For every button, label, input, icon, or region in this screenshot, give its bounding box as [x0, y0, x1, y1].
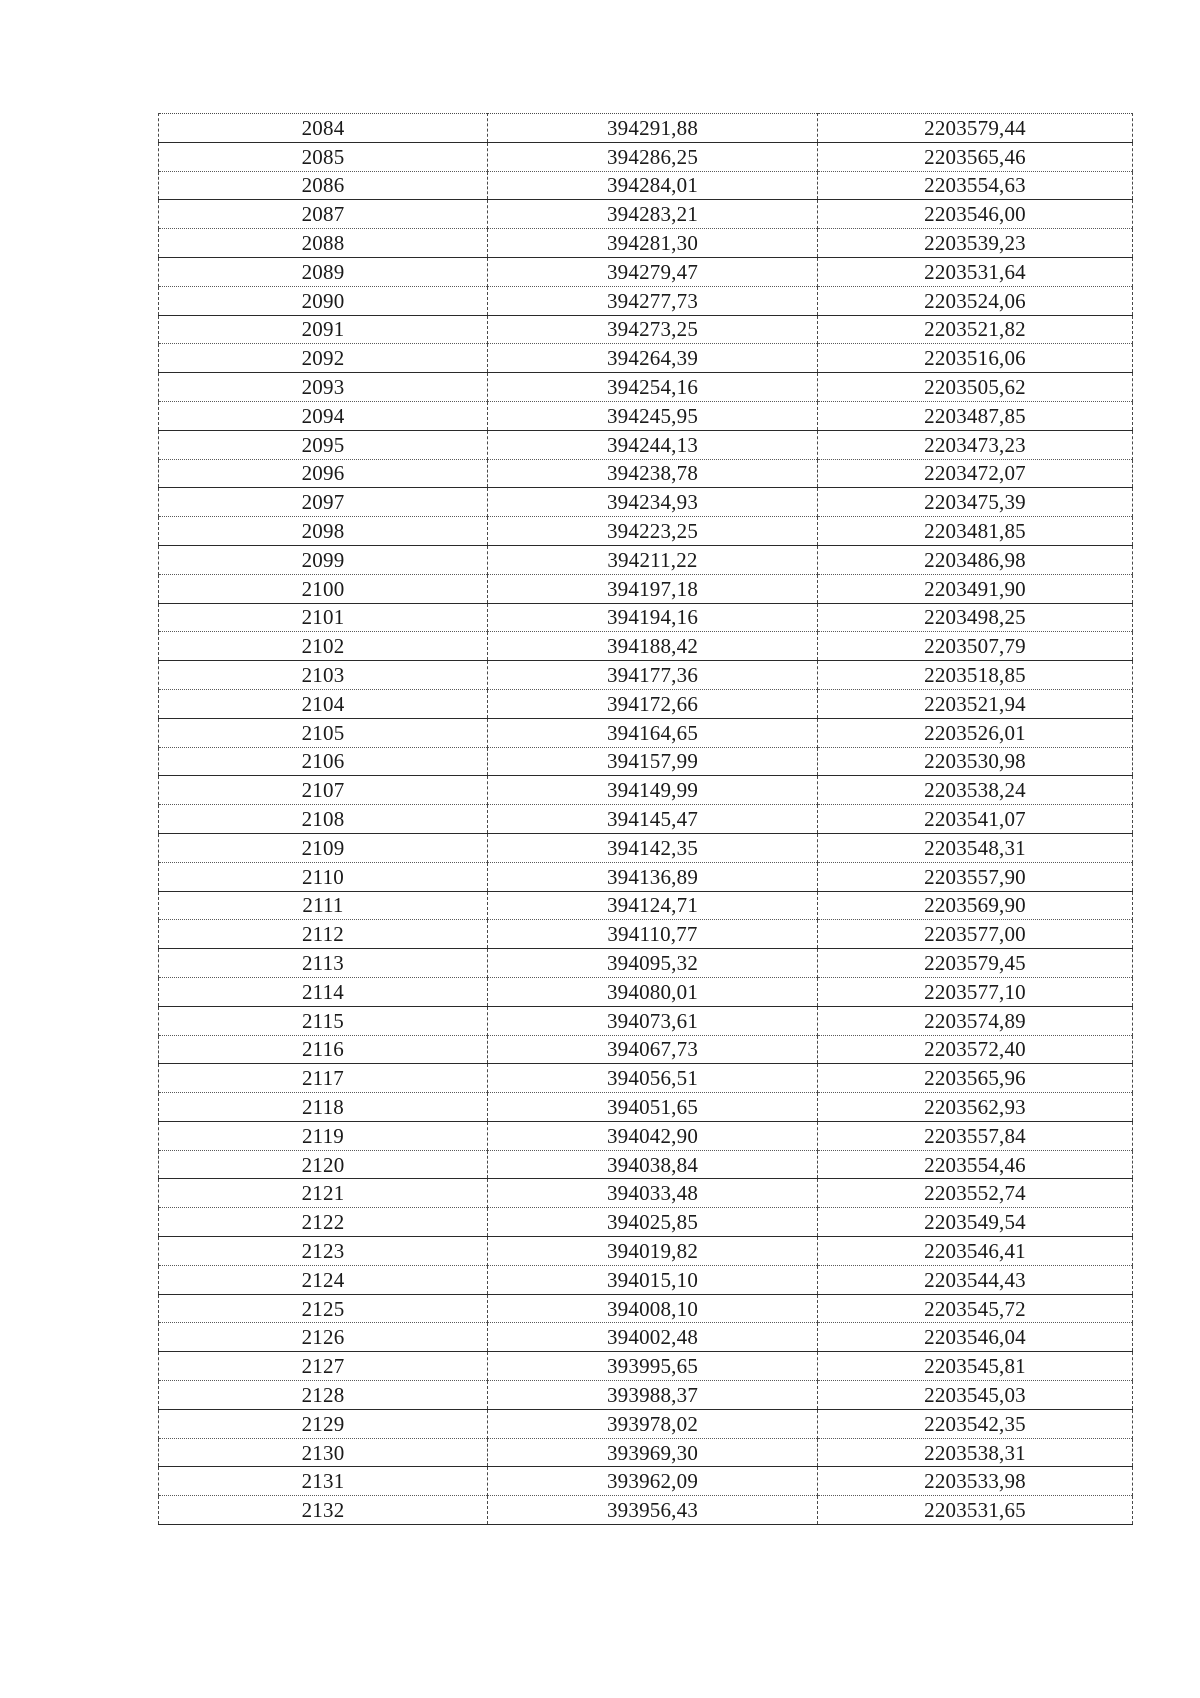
x-coordinate-cell: 394019,82: [488, 1237, 818, 1266]
table-row: [159, 1265, 1133, 1294]
y-coordinate-cell: 2203557,84: [818, 1121, 1133, 1150]
point-number-cell: 2100: [159, 574, 488, 603]
y-coordinate-cell: 2203538,24: [818, 776, 1133, 805]
point-number-cell: 2126: [159, 1323, 488, 1352]
point-number-cell: 2131: [159, 1467, 488, 1496]
point-number-cell: 2132: [159, 1496, 488, 1525]
table-row: [159, 344, 1133, 373]
x-coordinate-cell: 394194,16: [488, 603, 818, 632]
point-number-cell: 2094: [159, 401, 488, 430]
table-row: [159, 401, 1133, 430]
table-row: [159, 286, 1133, 315]
table-row: [159, 805, 1133, 834]
y-coordinate-cell: 2203487,85: [818, 401, 1133, 430]
point-number-cell: 2127: [159, 1352, 488, 1381]
y-coordinate-cell: 2203486,98: [818, 545, 1133, 574]
y-coordinate-cell: 2203531,64: [818, 257, 1133, 286]
y-coordinate-cell: 2203533,98: [818, 1467, 1133, 1496]
table-row: [159, 545, 1133, 574]
point-number-cell: 2104: [159, 689, 488, 718]
table-row: [159, 1381, 1133, 1410]
point-number-cell: 2128: [159, 1381, 488, 1410]
point-number-cell: 2125: [159, 1294, 488, 1323]
y-coordinate-cell: 2203539,23: [818, 229, 1133, 258]
y-coordinate-cell: 2203574,89: [818, 1006, 1133, 1035]
point-number-cell: 2086: [159, 171, 488, 200]
point-number-cell: 2120: [159, 1150, 488, 1179]
table-row: [159, 862, 1133, 891]
x-coordinate-cell: 394056,51: [488, 1064, 818, 1093]
table-row: [159, 891, 1133, 920]
y-coordinate-cell: 2203577,00: [818, 920, 1133, 949]
table-row: [159, 1150, 1133, 1179]
point-number-cell: 2115: [159, 1006, 488, 1035]
y-coordinate-cell: 2203548,31: [818, 833, 1133, 862]
y-coordinate-cell: 2203481,85: [818, 517, 1133, 546]
table-row: [159, 977, 1133, 1006]
x-coordinate-cell: 394110,77: [488, 920, 818, 949]
x-coordinate-cell: 394277,73: [488, 286, 818, 315]
table-row: [159, 603, 1133, 632]
point-number-cell: 2108: [159, 805, 488, 834]
table-row: [159, 459, 1133, 488]
point-number-cell: 2111: [159, 891, 488, 920]
point-number-cell: 2119: [159, 1121, 488, 1150]
table-row: [159, 373, 1133, 402]
y-coordinate-cell: 2203475,39: [818, 488, 1133, 517]
y-coordinate-cell: 2203491,90: [818, 574, 1133, 603]
table-row: [159, 1006, 1133, 1035]
point-number-cell: 2085: [159, 142, 488, 171]
y-coordinate-cell: 2203549,54: [818, 1208, 1133, 1237]
point-number-cell: 2102: [159, 632, 488, 661]
table-row: [159, 430, 1133, 459]
table-row: [159, 920, 1133, 949]
y-coordinate-cell: 2203557,90: [818, 862, 1133, 891]
point-number-cell: 2084: [159, 114, 488, 143]
point-number-cell: 2114: [159, 977, 488, 1006]
table-row: [159, 200, 1133, 229]
x-coordinate-cell: 394136,89: [488, 862, 818, 891]
table-row: [159, 1496, 1133, 1525]
y-coordinate-cell: 2203507,79: [818, 632, 1133, 661]
table-row: [159, 718, 1133, 747]
x-coordinate-cell: 393956,43: [488, 1496, 818, 1525]
y-coordinate-cell: 2203542,35: [818, 1409, 1133, 1438]
y-coordinate-cell: 2203546,04: [818, 1323, 1133, 1352]
table-row: [159, 1438, 1133, 1467]
point-number-cell: 2096: [159, 459, 488, 488]
point-number-cell: 2121: [159, 1179, 488, 1208]
x-coordinate-cell: 394002,48: [488, 1323, 818, 1352]
table-row: [159, 574, 1133, 603]
table-row: [159, 689, 1133, 718]
y-coordinate-cell: 2203545,81: [818, 1352, 1133, 1381]
x-coordinate-cell: 394211,22: [488, 545, 818, 574]
x-coordinate-cell: 394188,42: [488, 632, 818, 661]
table-row: [159, 1035, 1133, 1064]
x-coordinate-cell: 394284,01: [488, 171, 818, 200]
x-coordinate-cell: 394033,48: [488, 1179, 818, 1208]
y-coordinate-cell: 2203552,74: [818, 1179, 1133, 1208]
table-row: [159, 488, 1133, 517]
point-number-cell: 2090: [159, 286, 488, 315]
point-number-cell: 2106: [159, 747, 488, 776]
point-number-cell: 2087: [159, 200, 488, 229]
y-coordinate-cell: 2203572,40: [818, 1035, 1133, 1064]
y-coordinate-cell: 2203577,10: [818, 977, 1133, 1006]
point-number-cell: 2098: [159, 517, 488, 546]
y-coordinate-cell: 2203545,03: [818, 1381, 1133, 1410]
y-coordinate-cell: 2203562,93: [818, 1093, 1133, 1122]
point-number-cell: 2118: [159, 1093, 488, 1122]
y-coordinate-cell: 2203518,85: [818, 661, 1133, 690]
table-row: [159, 1208, 1133, 1237]
x-coordinate-cell: 394291,88: [488, 114, 818, 143]
x-coordinate-cell: 394080,01: [488, 977, 818, 1006]
x-coordinate-cell: 393962,09: [488, 1467, 818, 1496]
y-coordinate-cell: 2203526,01: [818, 718, 1133, 747]
table-row: [159, 1121, 1133, 1150]
table-row: [159, 1467, 1133, 1496]
point-number-cell: 2107: [159, 776, 488, 805]
y-coordinate-cell: 2203521,82: [818, 315, 1133, 344]
x-coordinate-cell: 393969,30: [488, 1438, 818, 1467]
y-coordinate-cell: 2203565,96: [818, 1064, 1133, 1093]
table-row: [159, 1179, 1133, 1208]
x-coordinate-cell: 394015,10: [488, 1265, 818, 1294]
x-coordinate-cell: 394283,21: [488, 200, 818, 229]
table-row: [159, 1409, 1133, 1438]
x-coordinate-cell: 394038,84: [488, 1150, 818, 1179]
table-row: [159, 776, 1133, 805]
y-coordinate-cell: 2203546,00: [818, 200, 1133, 229]
point-number-cell: 2105: [159, 718, 488, 747]
x-coordinate-cell: 394042,90: [488, 1121, 818, 1150]
point-number-cell: 2129: [159, 1409, 488, 1438]
point-number-cell: 2123: [159, 1237, 488, 1266]
x-coordinate-cell: 394234,93: [488, 488, 818, 517]
y-coordinate-cell: 2203554,46: [818, 1150, 1133, 1179]
x-coordinate-cell: 394281,30: [488, 229, 818, 258]
y-coordinate-cell: 2203505,62: [818, 373, 1133, 402]
y-coordinate-cell: 2203498,25: [818, 603, 1133, 632]
coordinates-table-body: [159, 114, 1133, 1525]
x-coordinate-cell: 394223,25: [488, 517, 818, 546]
y-coordinate-cell: 2203516,06: [818, 344, 1133, 373]
x-coordinate-cell: 394254,16: [488, 373, 818, 402]
y-coordinate-cell: 2203545,72: [818, 1294, 1133, 1323]
x-coordinate-cell: 394008,10: [488, 1294, 818, 1323]
x-coordinate-cell: 394279,47: [488, 257, 818, 286]
x-coordinate-cell: 394025,85: [488, 1208, 818, 1237]
table-row: [159, 747, 1133, 776]
x-coordinate-cell: 394164,65: [488, 718, 818, 747]
table-row: [159, 229, 1133, 258]
point-number-cell: 2116: [159, 1035, 488, 1064]
point-number-cell: 2092: [159, 344, 488, 373]
table-row: [159, 1352, 1133, 1381]
x-coordinate-cell: 394244,13: [488, 430, 818, 459]
point-number-cell: 2103: [159, 661, 488, 690]
y-coordinate-cell: 2203524,06: [818, 286, 1133, 315]
x-coordinate-cell: 394073,61: [488, 1006, 818, 1035]
point-number-cell: 2089: [159, 257, 488, 286]
y-coordinate-cell: 2203530,98: [818, 747, 1133, 776]
y-coordinate-cell: 2203472,07: [818, 459, 1133, 488]
table-row: [159, 833, 1133, 862]
x-coordinate-cell: 394286,25: [488, 142, 818, 171]
point-number-cell: 2091: [159, 315, 488, 344]
x-coordinate-cell: 394238,78: [488, 459, 818, 488]
table-row: [159, 1323, 1133, 1352]
x-coordinate-cell: 394051,65: [488, 1093, 818, 1122]
table-row: [159, 1294, 1133, 1323]
y-coordinate-cell: 2203565,46: [818, 142, 1133, 171]
table-row: [159, 315, 1133, 344]
x-coordinate-cell: 394124,71: [488, 891, 818, 920]
table-row: [159, 1237, 1133, 1266]
x-coordinate-cell: 394177,36: [488, 661, 818, 690]
y-coordinate-cell: 2203544,43: [818, 1265, 1133, 1294]
point-number-cell: 2124: [159, 1265, 488, 1294]
point-number-cell: 2110: [159, 862, 488, 891]
point-number-cell: 2101: [159, 603, 488, 632]
x-coordinate-cell: 394197,18: [488, 574, 818, 603]
y-coordinate-cell: 2203473,23: [818, 430, 1133, 459]
point-number-cell: 2093: [159, 373, 488, 402]
point-number-cell: 2130: [159, 1438, 488, 1467]
y-coordinate-cell: 2203579,45: [818, 949, 1133, 978]
x-coordinate-cell: 394142,35: [488, 833, 818, 862]
table-row: [159, 142, 1133, 171]
x-coordinate-cell: 394273,25: [488, 315, 818, 344]
y-coordinate-cell: 2203569,90: [818, 891, 1133, 920]
point-number-cell: 2095: [159, 430, 488, 459]
point-number-cell: 2109: [159, 833, 488, 862]
x-coordinate-cell: 394172,66: [488, 689, 818, 718]
table-row: [159, 632, 1133, 661]
table-row: [159, 1064, 1133, 1093]
y-coordinate-cell: 2203554,63: [818, 171, 1133, 200]
x-coordinate-cell: 393995,65: [488, 1352, 818, 1381]
point-number-cell: 2097: [159, 488, 488, 517]
point-number-cell: 2099: [159, 545, 488, 574]
y-coordinate-cell: 2203546,41: [818, 1237, 1133, 1266]
point-number-cell: 2088: [159, 229, 488, 258]
x-coordinate-cell: 393988,37: [488, 1381, 818, 1410]
point-number-cell: 2122: [159, 1208, 488, 1237]
y-coordinate-cell: 2203521,94: [818, 689, 1133, 718]
point-number-cell: 2117: [159, 1064, 488, 1093]
point-number-cell: 2112: [159, 920, 488, 949]
table-row: [159, 949, 1133, 978]
x-coordinate-cell: 394245,95: [488, 401, 818, 430]
y-coordinate-cell: 2203531,65: [818, 1496, 1133, 1525]
y-coordinate-cell: 2203579,44: [818, 114, 1133, 143]
x-coordinate-cell: 394067,73: [488, 1035, 818, 1064]
table-row: [159, 1093, 1133, 1122]
coordinates-table: [158, 113, 1133, 1525]
x-coordinate-cell: 394149,99: [488, 776, 818, 805]
x-coordinate-cell: 394264,39: [488, 344, 818, 373]
x-coordinate-cell: 394157,99: [488, 747, 818, 776]
y-coordinate-cell: 2203538,31: [818, 1438, 1133, 1467]
x-coordinate-cell: 394095,32: [488, 949, 818, 978]
table-row: [159, 257, 1133, 286]
table-row: [159, 171, 1133, 200]
x-coordinate-cell: 393978,02: [488, 1409, 818, 1438]
y-coordinate-cell: 2203541,07: [818, 805, 1133, 834]
table-row: [159, 517, 1133, 546]
table-row: [159, 114, 1133, 143]
x-coordinate-cell: 394145,47: [488, 805, 818, 834]
table-row: [159, 661, 1133, 690]
point-number-cell: 2113: [159, 949, 488, 978]
